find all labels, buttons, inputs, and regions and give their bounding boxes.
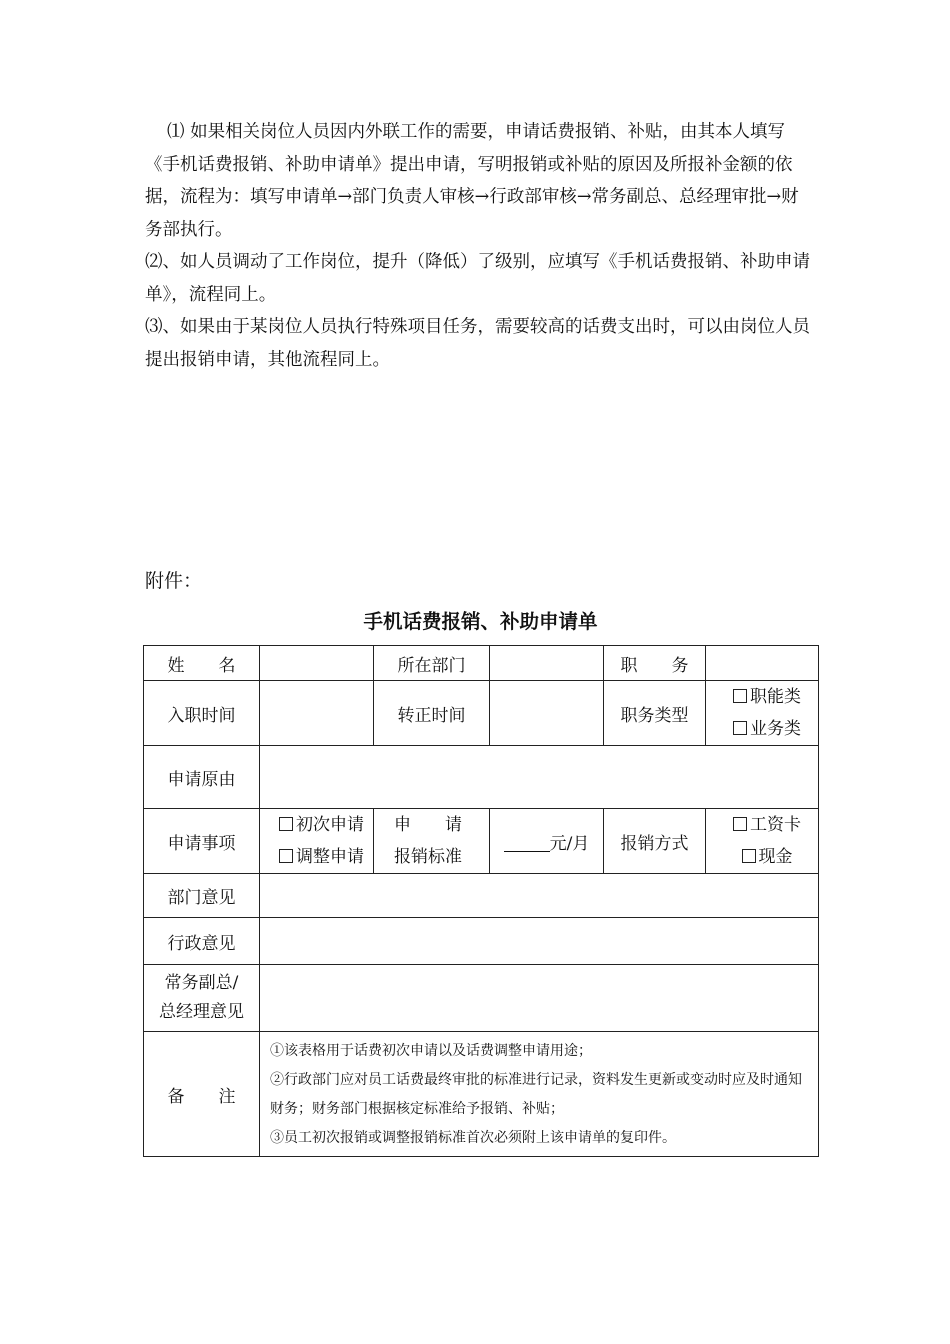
paragraph-3: ⑶、如果由于某岗位人员执行特殊项目任务，需要较高的话费支出时，可以由岗位人员提出报销申请，其他流程同上。 [145, 317, 810, 370]
amount-unit: 元/月 [549, 833, 590, 854]
name-field[interactable] [260, 646, 374, 681]
dept-opinion-label: 部门意见 [144, 874, 260, 918]
dept-label: 所在部门 [374, 646, 490, 681]
attachment-label: 附件： [145, 570, 203, 592]
checkbox-icon[interactable] [742, 849, 756, 863]
checkbox-icon[interactable] [733, 689, 747, 703]
remarks-label: 备 注 [144, 1032, 260, 1157]
row-dates [144, 681, 819, 746]
request-item-options [260, 809, 374, 874]
exec-opinion-field[interactable] [260, 965, 819, 1032]
position-field[interactable] [706, 646, 819, 681]
paragraph-1: ⑴ 如果相关岗位人员因内外联工作的需要，申请话费报销、补贴，由其本人填写《手机话费报销、补助申请单》提出申请，写明报销或补贴的原因及所报补金额的依据，流程为：填写申请单→部门负责人审核→行政部审核→常务副总、总经理审批→财务部执行。 [145, 122, 799, 240]
amount-blank[interactable] [504, 833, 550, 852]
position-type-options [706, 681, 819, 746]
paragraph-2: ⑵、如人员调动了工作岗位，提升（降低）了级别，应填写《手机话费报销、补助申请单》，流程同上。 [145, 252, 810, 305]
row-request-items [144, 809, 819, 874]
amount-field[interactable] [490, 809, 604, 874]
request-item-label: 申请事项 [144, 809, 260, 874]
reason-field[interactable] [260, 746, 819, 809]
option-functional[interactable]: 职能类 [716, 681, 818, 713]
policy-paragraphs [145, 116, 815, 376]
checkbox-icon[interactable] [733, 817, 747, 831]
dept-opinion-field[interactable] [260, 874, 819, 918]
option-salary-card[interactable]: 工资卡 [716, 809, 818, 841]
application-form-table [143, 645, 819, 1157]
regular-date-field[interactable] [490, 681, 604, 746]
row-dept-opinion [144, 874, 819, 918]
note-1: ①该表格用于话费初次申请以及话费调整申请用途； [270, 1042, 592, 1059]
option-cash[interactable]: 现金 [716, 841, 818, 873]
method-options [706, 809, 819, 874]
admin-opinion-field[interactable] [260, 918, 819, 965]
checkbox-icon[interactable] [733, 721, 747, 735]
exec-opinion-label: 常务副总/ 总经理意见 [144, 965, 260, 1032]
row-basic-info [144, 646, 819, 681]
row-exec-opinion [144, 965, 819, 1032]
admin-opinion-label: 行政意见 [144, 918, 260, 965]
row-reason [144, 746, 819, 809]
standard-label: 申 请 报销标准 [374, 809, 490, 874]
position-type-label: 职务类型 [604, 681, 706, 746]
method-label: 报销方式 [604, 809, 706, 874]
row-remarks [144, 1032, 819, 1157]
checkbox-icon[interactable] [279, 817, 293, 831]
option-first-request[interactable]: 初次申请 [270, 809, 373, 841]
option-adjust-request[interactable]: 调整申请 [270, 841, 373, 873]
note-3: ③员工初次报销或调整报销标准首次必须附上该申请单的复印件。 [270, 1129, 676, 1146]
dept-field[interactable] [490, 646, 604, 681]
remarks-notes [260, 1032, 819, 1157]
position-label: 职 务 [604, 646, 706, 681]
reason-label: 申请原由 [144, 746, 260, 809]
form-title: 手机话费报销、补助申请单 [363, 610, 598, 633]
note-2: ②行政部门应对员工话费最终审批的标准进行记录，资料发生更新或变动时应及时通知财务；财务部门根据核定标准给予报销、补贴； [270, 1071, 802, 1117]
option-business[interactable]: 业务类 [716, 713, 818, 745]
hire-date-field[interactable] [260, 681, 374, 746]
checkbox-icon[interactable] [279, 849, 293, 863]
regular-date-label: 转正时间 [374, 681, 490, 746]
row-admin-opinion [144, 918, 819, 965]
name-label: 姓 名 [144, 646, 260, 681]
hire-date-label: 入职时间 [144, 681, 260, 746]
